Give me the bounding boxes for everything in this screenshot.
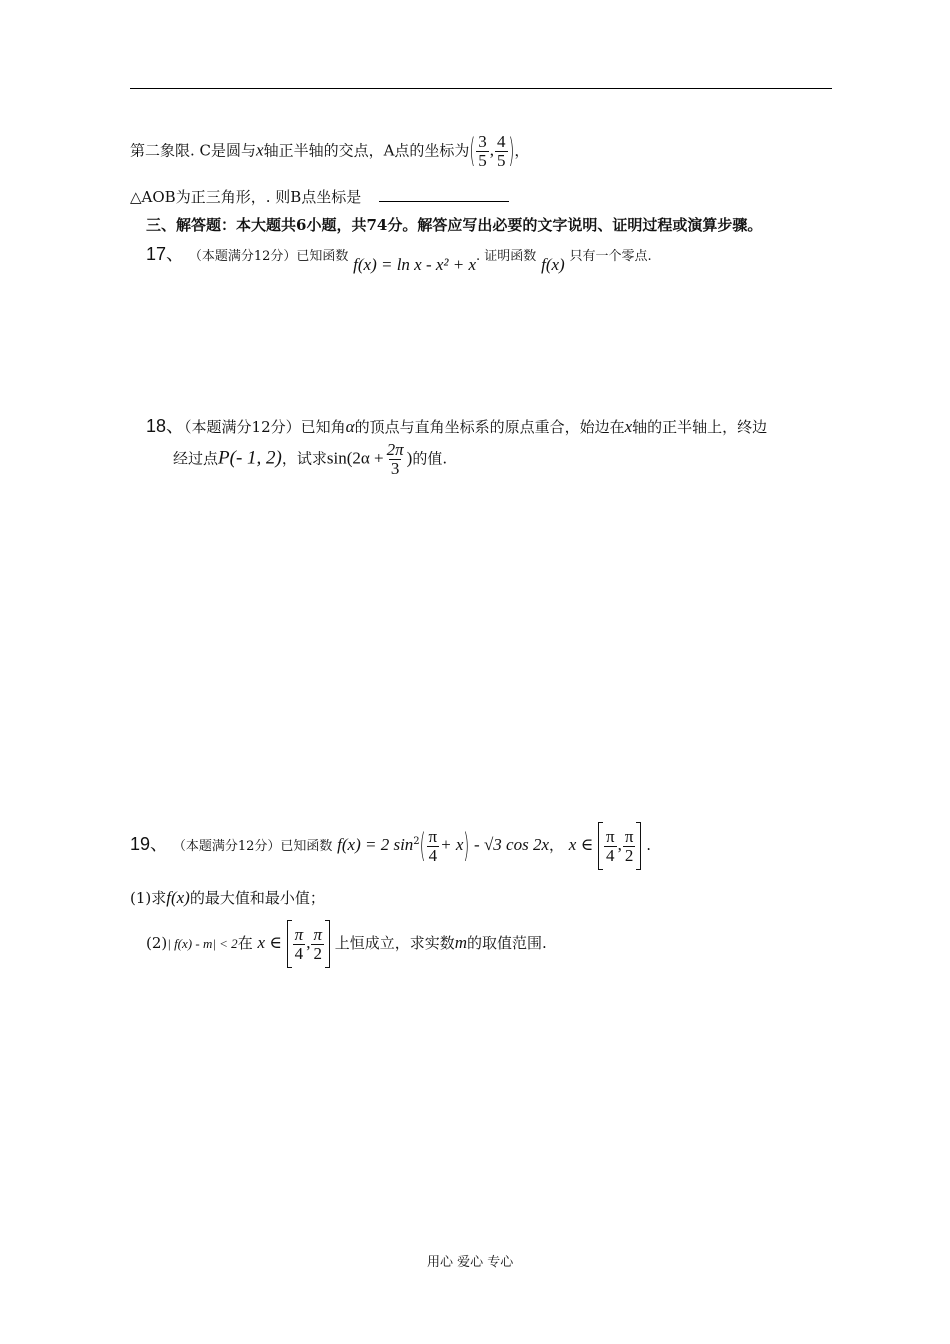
formula: + x <box>440 835 464 854</box>
question-17 <box>146 244 652 274</box>
question-18-line-1 <box>146 417 767 435</box>
numerator: π <box>605 826 615 846</box>
formula: f(x) = ln x - x² + x <box>353 255 477 274</box>
formula: f(x) <box>166 888 190 907</box>
question-18-line-2 <box>173 441 447 478</box>
text-segment: 第二象限. C是圆与 <box>130 141 257 160</box>
comma: , <box>617 835 622 854</box>
top-line-2 <box>130 190 509 205</box>
text-segment: 的顶点与直角坐标系的原点重合，始边在 <box>354 418 625 436</box>
formula: x ∈ <box>568 835 594 854</box>
numerator: 3 <box>478 132 487 151</box>
page-footer: 用心 爱心 专心 <box>427 1255 514 1270</box>
text-segment: 只有一个零点. <box>569 249 652 264</box>
top-line-1 <box>130 130 530 171</box>
fraction <box>623 828 636 865</box>
right-paren: ) <box>463 825 470 865</box>
text-segment: （本题满分12分）已知角 <box>184 418 346 436</box>
numerator: π <box>294 924 304 944</box>
numerator: π <box>624 826 634 846</box>
question-number: 18、 <box>146 416 185 436</box>
numerator: 4 <box>497 132 506 151</box>
text-segment: 的取值范围. <box>467 934 547 952</box>
left-paren: ( <box>469 130 476 171</box>
fraction <box>293 926 306 963</box>
denominator: 2 <box>313 943 322 963</box>
formula: f(x) <box>541 255 565 274</box>
formula: | f(x) - m| < 2 <box>167 936 238 951</box>
denominator: 5 <box>497 150 506 170</box>
text-segment: (1)求 <box>130 889 167 907</box>
header-rule <box>130 88 832 89</box>
formula: P(- 1, 2) <box>218 447 282 469</box>
formula: sin(2α + <box>326 448 384 468</box>
text-segment: 在 <box>237 934 253 952</box>
text-segment: . <box>646 836 651 854</box>
math-var: m <box>454 933 468 952</box>
text-segment: (2) <box>146 934 168 952</box>
text-segment: （本题满分12分）已知函数 <box>188 249 349 264</box>
numerator: 2π <box>386 440 404 459</box>
text-segment: 的值. <box>412 449 448 468</box>
text-segment: 轴的正半轴上，终边 <box>632 418 768 436</box>
superscript: 2 <box>413 836 420 847</box>
comma: , <box>306 933 311 952</box>
denominator: 4 <box>606 845 615 865</box>
formula: ) <box>406 448 413 468</box>
denominator: 3 <box>390 458 400 478</box>
text-segment: 轴正半轴的交点，A点的坐标为 <box>263 141 470 160</box>
denominator: 5 <box>478 150 487 170</box>
question-number: 17、 <box>146 244 185 264</box>
fraction <box>495 133 508 170</box>
left-paren: ( <box>419 825 426 865</box>
math-var: x <box>624 417 633 436</box>
denominator: 4 <box>294 943 304 963</box>
question-19-part-1 <box>130 889 325 906</box>
numerator: π <box>428 826 438 846</box>
denominator: 4 <box>428 845 438 865</box>
text-segment: ， <box>549 836 565 854</box>
question-19 <box>130 822 651 870</box>
text-segment: △AOB为正三角形，. 则B点坐标是 <box>130 188 362 206</box>
text-segment: 经过点 <box>173 449 219 468</box>
comma: , <box>489 140 495 160</box>
text-segment: ，试求 <box>281 449 327 468</box>
numerator: π <box>313 924 322 944</box>
math-var: x <box>256 140 264 160</box>
answer-blank <box>379 201 509 202</box>
question-number: 19、 <box>130 834 169 854</box>
right-bracket <box>325 920 330 968</box>
fraction <box>427 828 440 865</box>
denominator: 2 <box>624 845 634 865</box>
text-segment: ， <box>514 141 530 160</box>
fraction <box>476 133 489 170</box>
left-bracket <box>598 822 603 870</box>
right-bracket <box>636 822 641 870</box>
fraction <box>311 926 324 963</box>
math-var: α <box>345 417 355 436</box>
formula: x ∈ <box>257 933 282 952</box>
formula: f(x) = 2 sin <box>337 835 414 854</box>
right-paren: ) <box>508 130 515 171</box>
formula: - √3 cos 2x <box>474 835 549 854</box>
text-segment: 的最大值和最小值； <box>189 889 325 907</box>
question-19-part-2 <box>146 920 547 968</box>
text-segment: 上恒成立，求实数 <box>334 934 455 952</box>
text-segment: （本题满分12分）已知函数 <box>172 839 333 854</box>
section-title: 三、解答题：本大题共6小题，共74分。解答应写出必要的文字说明、证明过程或演算步骤。 <box>146 216 763 234</box>
left-bracket <box>287 920 292 968</box>
fraction <box>385 441 406 478</box>
fraction <box>604 828 617 865</box>
text-segment: . 证明函数 <box>476 249 537 264</box>
